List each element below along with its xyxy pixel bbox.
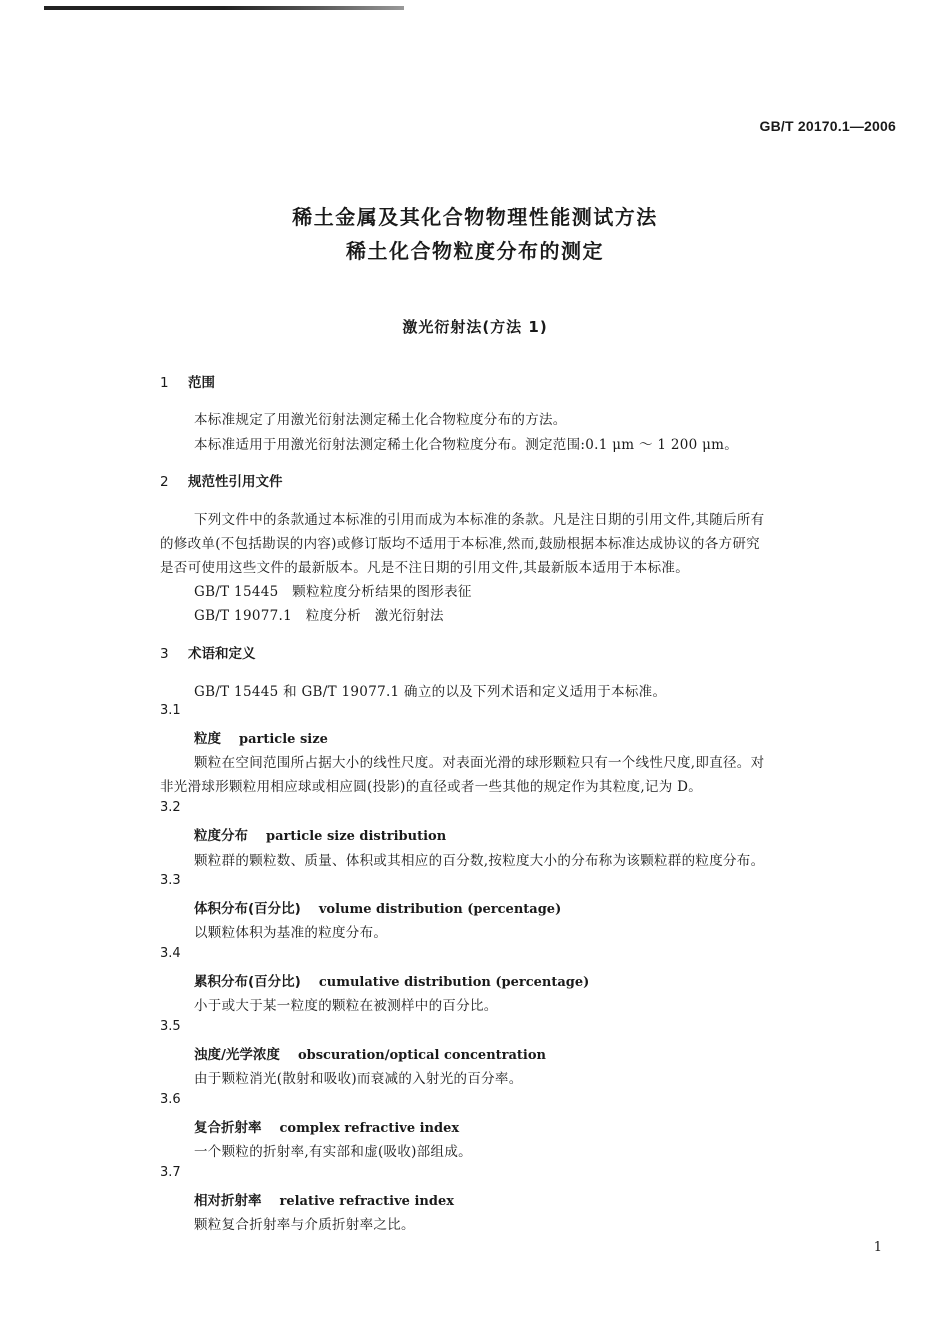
section-title: 规范性引用文件 bbox=[188, 474, 283, 490]
term-definition-line: 颗粒群的颗粒数、质量、体积或其相应的百分数,按粒度大小的分布称为该颗粒群的粒度分布。 bbox=[194, 853, 765, 869]
term-heading bbox=[194, 1043, 546, 1063]
term-chinese: 粒度分布 bbox=[194, 828, 248, 844]
page-number: 1 bbox=[873, 1240, 882, 1255]
term-heading bbox=[194, 824, 446, 844]
term-number: 3.6 bbox=[160, 1092, 181, 1107]
scope-paragraph-1: 本标准规定了用激光衍射法测定稀土化合物粒度分布的方法。 bbox=[194, 412, 567, 428]
scan-edge-rule bbox=[44, 6, 404, 10]
section-heading-terms-definitions bbox=[160, 642, 256, 662]
document-title-line-1: 稀土金属及其化合物物理性能测试方法 bbox=[292, 205, 658, 229]
term-definition-line: 颗粒在空间范围所占据大小的线性尺度。对表面光滑的球形颗粒只有一个线性尺度,即直径。对 bbox=[194, 755, 765, 771]
term-english: complex refractive index bbox=[279, 1121, 460, 1136]
reference-item-2: GB/T 19077.1 粒度分析 激光衍射法 bbox=[194, 608, 444, 624]
term-chinese: 相对折射率 bbox=[194, 1193, 262, 1209]
term-number: 3.7 bbox=[160, 1165, 181, 1180]
term-definition-line: 颗粒复合折射率与介质折射率之比。 bbox=[194, 1217, 415, 1233]
section-heading-normative-references bbox=[160, 470, 283, 490]
term-chinese: 粒度 bbox=[194, 731, 221, 747]
term-definition-line: 一个颗粒的折射率,有实部和虚(吸收)部组成。 bbox=[194, 1144, 472, 1160]
section-number: 3 bbox=[160, 646, 169, 662]
term-heading bbox=[194, 727, 328, 747]
document-title-line-2: 稀土化合物粒度分布的测定 bbox=[346, 239, 604, 263]
term-english: obscuration/optical concentration bbox=[297, 1048, 546, 1063]
term-chinese: 累积分布(百分比) bbox=[194, 974, 301, 990]
reference-item-1: GB/T 15445 颗粒粒度分析结果的图形表征 bbox=[194, 584, 472, 600]
section-title: 术语和定义 bbox=[188, 646, 256, 662]
term-chinese: 复合折射率 bbox=[194, 1120, 262, 1136]
term-english: volume distribution (percentage) bbox=[318, 902, 562, 917]
term-number: 3.5 bbox=[160, 1019, 181, 1034]
term-english: relative refractive index bbox=[279, 1194, 454, 1209]
section-heading-scope bbox=[160, 371, 215, 391]
term-number: 3.1 bbox=[160, 703, 181, 718]
term-english: particle size distribution bbox=[266, 829, 447, 844]
references-paragraph-line-1: 下列文件中的条款通过本标准的引用而成为本标准的条款。凡是注日期的引用文件,其随后所有 bbox=[194, 512, 765, 528]
section-title: 范围 bbox=[188, 375, 215, 391]
term-definition-line: 非光滑球形颗粒用相应球或相应圆(投影)的直径或者一些其他的规定作为其粒度,记为 D。 bbox=[160, 779, 703, 795]
term-number: 3.3 bbox=[160, 873, 181, 888]
term-heading bbox=[194, 1116, 459, 1136]
references-paragraph-line-3: 是否可使用这些文件的最新版本。凡是不注日期的引用文件,其最新版本适用于本标准。 bbox=[160, 560, 689, 576]
method-subtitle: 激光衍射法(方法 1) bbox=[402, 318, 548, 336]
terms-intro: GB/T 15445 和 GB/T 19077.1 确立的以及下列术语和定义适用于本标准。 bbox=[194, 684, 667, 700]
standard-code: GB/T 20170.1—2006 bbox=[759, 118, 896, 134]
scope-paragraph-2: 本标准适用于用激光衍射法测定稀土化合物粒度分布。测定范围:0.1 μm ～ 1 200 μm。 bbox=[194, 437, 739, 453]
section-number: 1 bbox=[160, 375, 169, 391]
term-heading bbox=[194, 897, 561, 917]
term-number: 3.2 bbox=[160, 800, 181, 815]
term-heading bbox=[194, 1189, 454, 1209]
term-number: 3.4 bbox=[160, 946, 181, 961]
term-definition-line: 小于或大于某一粒度的颗粒在被测样中的百分比。 bbox=[194, 998, 498, 1014]
term-chinese: 浊度/光学浓度 bbox=[194, 1047, 280, 1063]
term-definition-line: 由于颗粒消光(散射和吸收)而衰减的入射光的百分率。 bbox=[194, 1071, 523, 1087]
term-chinese: 体积分布(百分比) bbox=[194, 901, 301, 917]
term-definition-line: 以颗粒体积为基准的粒度分布。 bbox=[194, 925, 388, 941]
section-number: 2 bbox=[160, 474, 169, 490]
references-paragraph-line-2: 的修改单(不包括勘误的内容)或修订版均不适用于本标准,然而,鼓励根据本标准达成协议的各方研究 bbox=[160, 536, 760, 552]
term-english: particle size bbox=[239, 732, 328, 747]
term-english: cumulative distribution (percentage) bbox=[318, 975, 590, 990]
term-heading bbox=[194, 970, 589, 990]
